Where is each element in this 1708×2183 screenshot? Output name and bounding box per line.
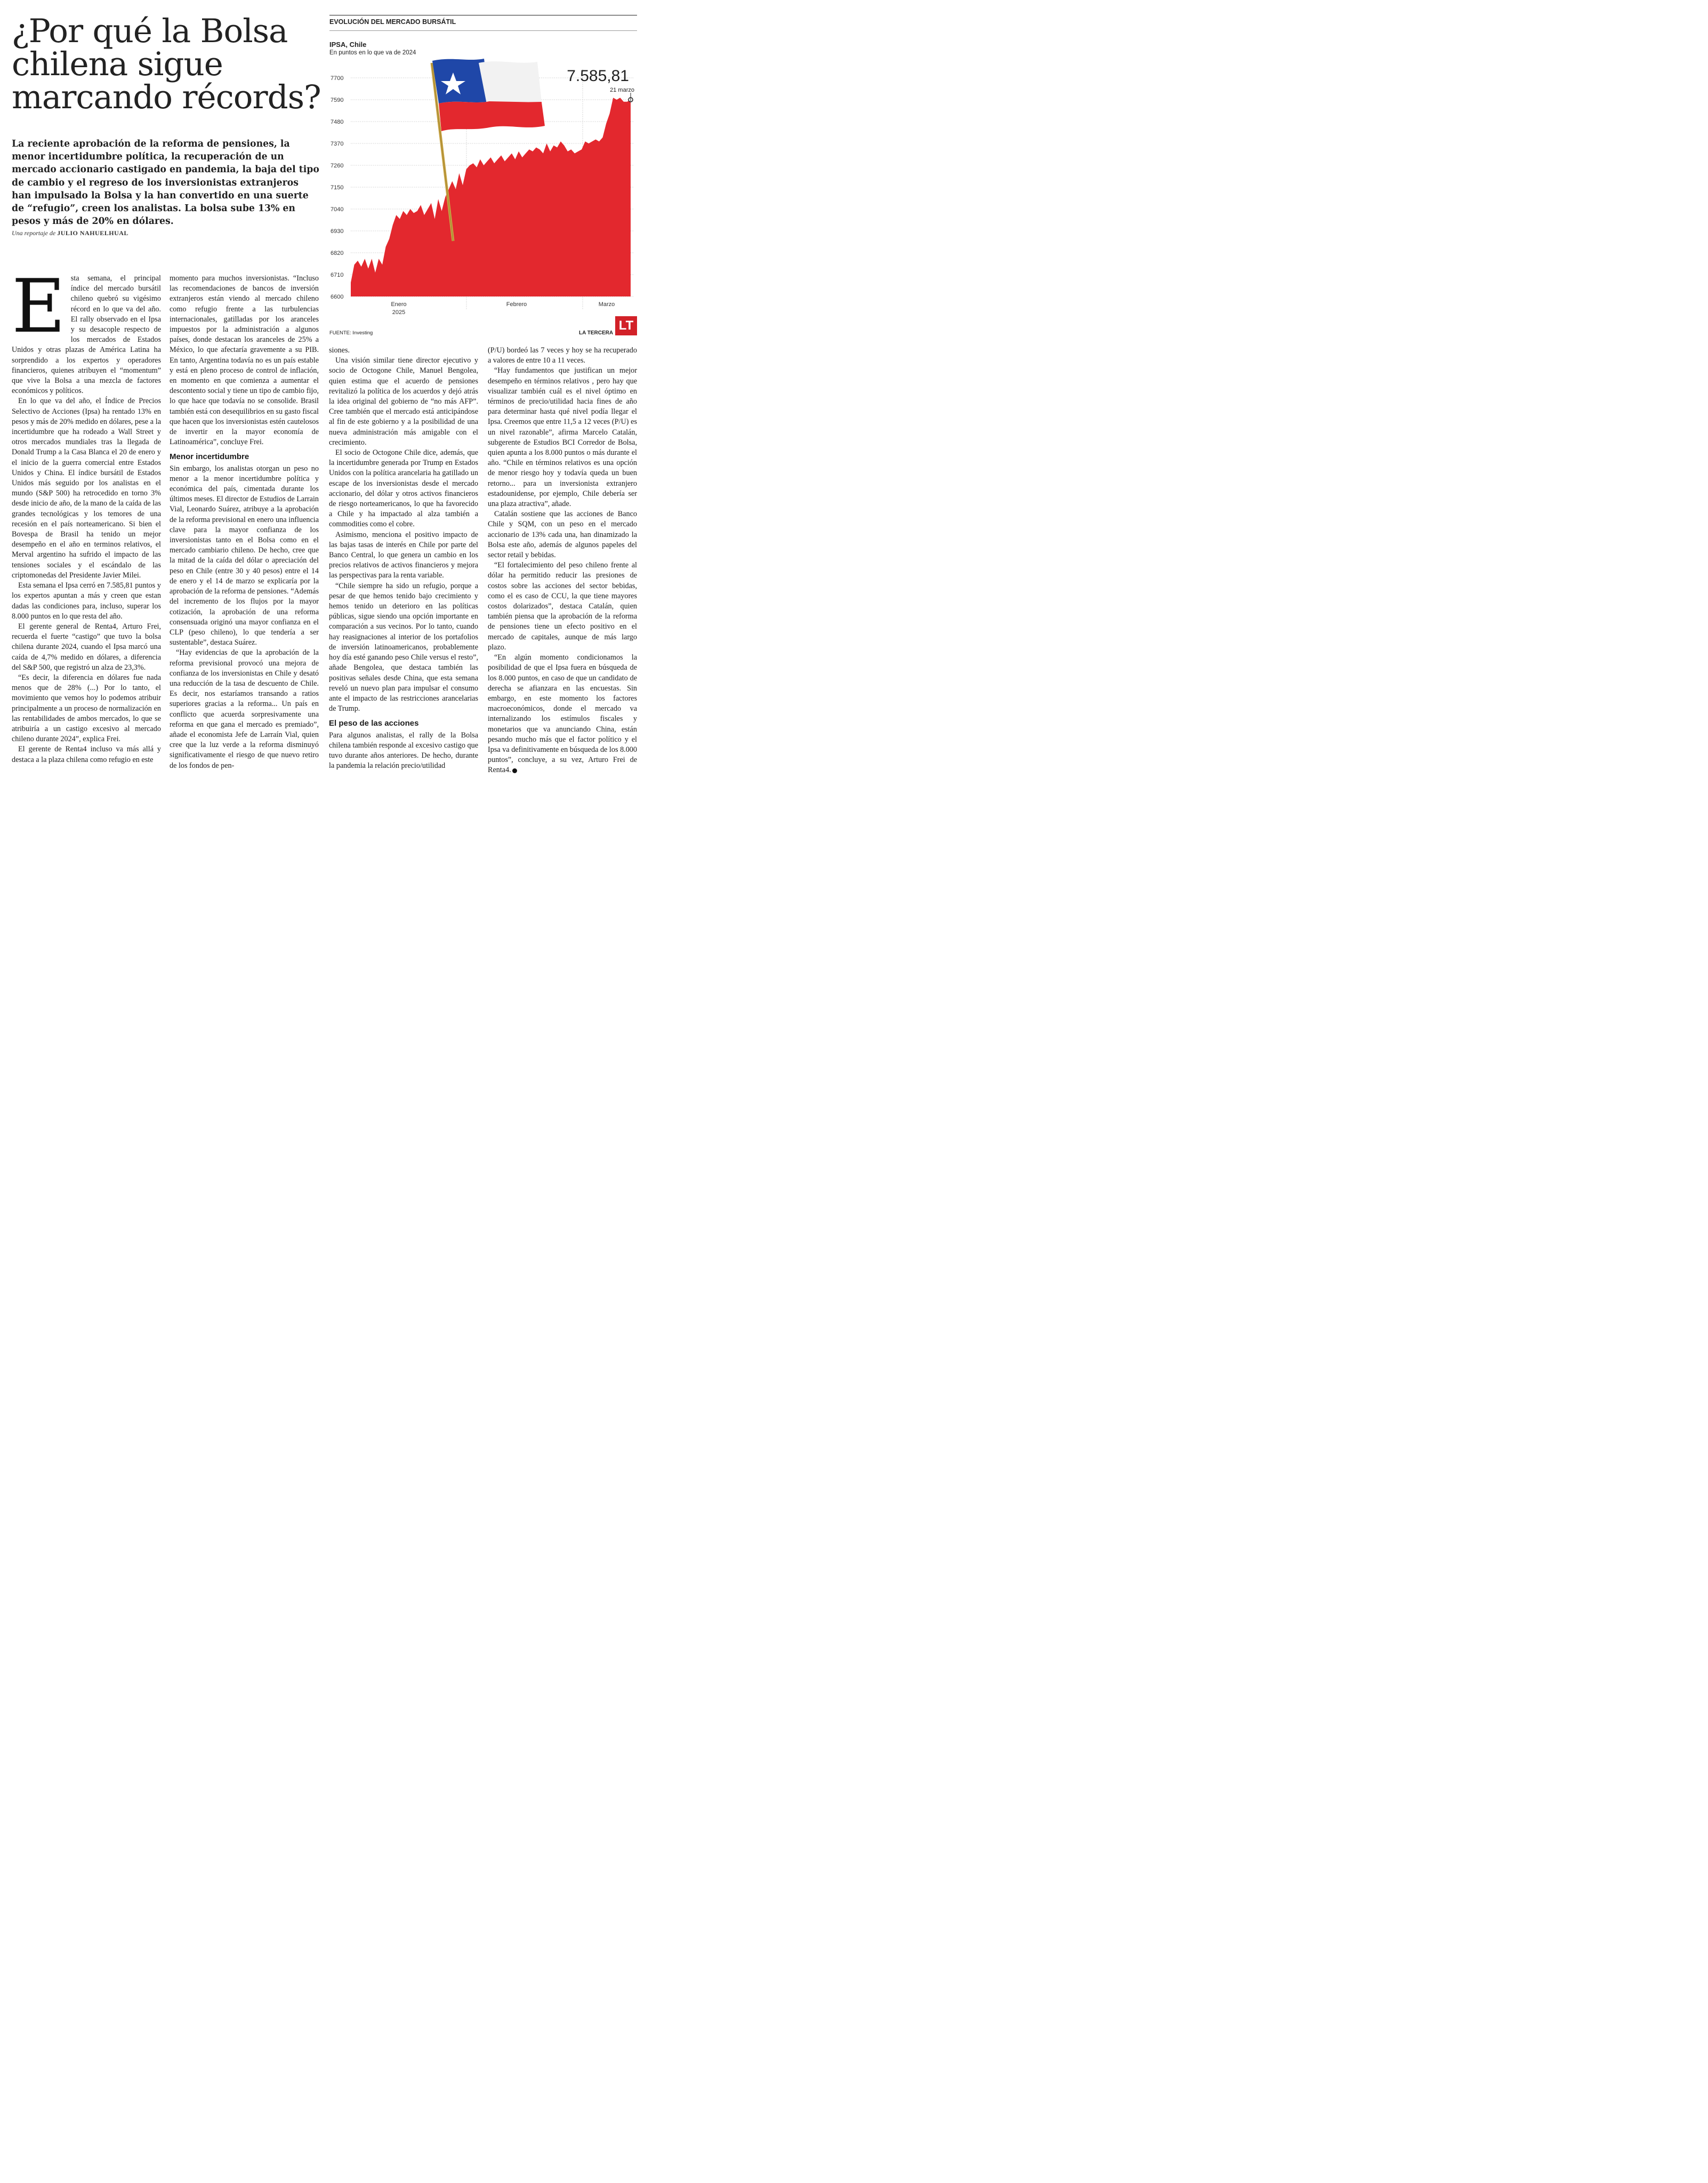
subheading: Menor incertidumbre [170, 452, 249, 462]
paragraph: En lo que va del año, el Índice de Precios Selectivo de Acciones (Ipsa) ha rentado 13% en pesos y más de 20% medido en dólares, pese a la incertidumbre que ha rodeado a Wall Street y otros mercados mundiales tras la llegada de Donald Trump a la Casa Blanca el 20 de enero y el inicio de la guerra comercial entre Estados Unidos y China. El índice bursátil de Estados Unidos más seguido por los analistas en el mundo (S&P 500) ha retrocedido en torno 3% desde inicio de año, de la mano de la caída de las grandes tecnológicas y los temores de una recesión en el país norteamericano. Si bien el Bovespa de Brasil ha tenido un mejor desempeño en el año en terminos relativos, el Merval argentino ha sufrido el impacto de las tensiones sociales y el escándalo de las criptomonedas del Presidente Javier Milei. [12, 397, 161, 580]
paragraph: “Es decir, la diferencia en dólares fue nada menos que de 28% (...) Por lo tanto, el movimiento que vemos hoy lo podemos atribuir principalmente a un proceso de normalización en las rentabilidades de ambos mercados, lo que se atribuiría a un castigo excesivo al mercado chileno durante 2024”, explica Frei. [12, 673, 161, 744]
paragraph: Catalán sostiene que las acciones de Banco Chile y SQM, con un peso en el mercado accionario de 13% cada una, han dinamizado la Bolsa este año, además de algunos papeles del sector retail y bebidas. [488, 510, 637, 560]
paragraph: “Hay evidencias de que la aprobación de la reforma previsional provocó una mejora de confianza de los inversionistas en Chile y desató una reducción de la tasa de descuento de Chile. Es decir, nos estaríamos transando a ratios superiores gracias a la reforma... Un país en conflicto que acuerda sorpresivamente una reforma en que gana el mercado es premiado”, añade el economista Jefe de Larraín Vial, quien cree que la luz verde a la reforma disminuyó significativamente el riesgo de que nuevo retiro de los fondos de pen- [170, 648, 319, 770]
article-column-1 [12, 263, 161, 765]
y-tick-label: 7590 [331, 97, 344, 103]
deck: La reciente aprobación de la reforma de pensiones, la menor incertidumbre política, la recuperación de un mercado accionario castigado en pandemia, la baja del tipo de cambio y el regreso de los inversionistas extranjeros han impulsado la Bolsa y la han convertido en una suerte de “refugio”, creen los analistas. La bolsa sube 13% en pesos y más de 20% en dólares. [12, 139, 319, 227]
paragraph: sta semana, el principal índice del mercado bursátil chileno quebró su vigésimo récord en lo que va del año. El rally observado en el Ipsa y su desacople respecto de los mercados de Estados Unidos y otras plazas de América Latina ha sorprendido a los expertos y operadores financieros, quienes atribuyen el “momentum” que vive la Bolsa a una mezcla de factores económicos y políticos. [12, 274, 161, 396]
paragraph: Asimismo, menciona el positivo impacto de las bajas tasas de interés en Chile por parte del Banco Central, lo que genera un cambio en los precios relativos de activos financieros y mejora las perspectivas para la renta variable. [329, 530, 478, 580]
x-tick-label: Febrero [506, 301, 527, 308]
article-column-3 [329, 346, 478, 771]
paragraph [488, 653, 637, 775]
ipsa-chart [329, 53, 637, 315]
chart-section-title: EVOLUCIÓN DEL MERCADO BURSÁTIL [329, 18, 456, 26]
y-tick-label: 7700 [331, 75, 344, 82]
drop-cap: E [12, 263, 66, 349]
la-tercera-logo: LT [615, 316, 637, 335]
y-tick-label: 6930 [331, 228, 344, 235]
chart-brand: LA TERCERA [579, 330, 614, 336]
y-tick-label: 6820 [331, 250, 344, 256]
byline-prefix: Una reportaje de [12, 229, 56, 237]
y-tick-label: 7260 [331, 163, 344, 169]
paragraph: “Hay fundamentos que justifican un mejor desempeño en términos relativos , pero hay que visualizar también cuál es el nivel óptimo en términos de precio/utilidad hacia fines de año para determinar hasta qué nivel podía llegar el Ipsa. Creemos que entre 11,5 a 12 veces (P/U) es un nivel razonable”, afirma Marcelo Catalán, subgerente de Estudios BCI Corredor de Bolsa, quien apunta a los 8.000 puntos o más durante el año. “Chile en términos relativos es una opción de menor riesgo hoy y todavía queda un buen retorno... para un inversionista extranjero estadounidense, por ejemplo, Chile debería ser una plaza atractiva”, añade. [488, 366, 637, 509]
chart-source: FUENTE: Investing [329, 330, 373, 336]
paragraph-text: “En algún momento condicionamos la posibilidad de que el Ipsa fuera en búsqueda de los 8.000 puntos, en caso de que un candidato de derecha se afianzara en las encuestas. Sin embargo, en este momento los factores macroeconómicos, donde el mercado va internalizando los estímulos fiscales y monetarios que va anunciando China, están pesando mucho más que el factor político y el Ipsa va definitivamente en búsqueda de los 8.000 puntos”, concluye, a su vez, Arturo Frei de Renta4. [488, 653, 637, 775]
article-column-4 [488, 346, 637, 776]
byline [12, 229, 128, 237]
y-tick-label: 6600 [331, 294, 344, 300]
y-tick-label: 7150 [331, 184, 344, 191]
article-column-2 [170, 274, 319, 771]
y-tick-label: 7370 [331, 141, 344, 147]
paragraph: “Chile siempre ha sido un refugio, porque a pesar de que hemos tenido bajo crecimiento y hemos tenido un deterioro en las políticas públicas, sigue siendo una opción importante en comparación a sus vecinos. Por lo tanto, cuando hay reasignaciones al interior de los portafolios de inversión latinoamericanos, probablemente hoy día esté ganando peso Chile versus el resto”, añade Bengolea, que destaca también las positivas señales desde China, que esta semana reveló un nuevo plan para impulsar el consumo ante el impacto de las restricciones arancelarias de Trump. [329, 581, 478, 713]
paragraph: Sin embargo, los analistas otorgan un peso no menor a la menor incertidumbre política y económica del país, cimentada durante los últimos meses. El director de Estudios de Larrain Vial, Leonardo Suárez, atribuye a la aprobación de la reforma previsional en enero una influencia clave para la mayor confianza de los inversionistas tanto en el Bolsa como en el mercado cambiario chileno. De hecho, cree que la mitad de la caída del dólar o apreciación del peso en Chile (entre 30 y 40 pesos) entre el 14 de enero y el 14 de marzo se explicaría por la aprobación de la reforma de pensiones. “Además del incremento de los flujos por la mayor cotización, la aprobación de una reforma consensuada originó una mayor confianza en el CLP (peso chileno), lo que tendería a ser sustentable”, destaca Suárez. [170, 464, 319, 647]
end-mark-icon [512, 768, 517, 773]
ipsa-area-series [351, 98, 631, 296]
y-tick-label: 7040 [331, 206, 344, 213]
chart-title: IPSA, Chile [329, 41, 367, 49]
paragraph: siones. [329, 346, 350, 355]
last-date-label: 21 marzo [610, 87, 634, 93]
x-tick-label: Marzo [598, 301, 615, 308]
paragraph: El gerente general de Renta4, Arturo Frei, recuerda el fuerte “castigo” que tuvo la bolsa chilena durante 2024, cuando el Ipsa marcó una caída de 4,7% medido en dólares, a diferencia del S&P 500, que registró un alza de 23,3%. [12, 622, 161, 672]
last-value-label: 7.585,81 [567, 67, 629, 85]
subheading: El peso de las acciones [329, 719, 419, 728]
paragraph: “El fortalecimiento del peso chileno frente al dólar ha permitido reducir las presiones de costos sobre las acciones del sector bebidas, como el es caso de CCU, la que tiene mayores costos dolarizados”, destaca Catalán, quien también piensa que la aprobación de la reforma de pensiones tiene un efecto positivo en el mercado de capitales, aunque de más largo plazo. [488, 561, 637, 652]
paragraph: Una visión similar tiene director ejecutivo y socio de Octogone Chile, Manuel Bengolea, quien estima que el acuerdo de pensiones revitalizó la política de los acuerdos y dejó atrás la idea original del gobierno de “no más AFP”. Cree también que el mercado está anticipándose al fin de este gobierno y a la posibilidad de una nueva administración más amigable con el crecimiento. [329, 356, 478, 447]
paragraph: El socio de Octogone Chile dice, además, que la incertidumbre generada por Trump en Estados Unidos con la política arancelaria ha gatillado un escape de los inversionistas desde el mercado accionario, del dólar y otros activos financieros de riesgo norteamericanos, lo que ha favorecido a Chile y ha impactado al alza también a commodities como el cobre. [329, 448, 478, 529]
chart-title-rule [329, 30, 637, 31]
y-tick-label: 6710 [331, 272, 344, 278]
paragraph: Para algunos analistas, el rally de la Bolsa chilena también responde al excesivo castigo que tuvo durante años anteriores. De hecho, durante la pandemia la relación precio/utilidad [329, 731, 478, 771]
x-tick-label: Enero 2025 [391, 301, 407, 315]
paragraph: El gerente de Renta4 incluso va más allá y destaca a la plaza chilena como refugio en este [12, 745, 161, 764]
paragraph: momento para muchos inversionistas. “Incluso las recomendaciones de bancos de inversión extranjeros están viendo al mercado chileno como refugio frente a las turbulencias internacionales, gatilladas por los aranceles impuestos por la administración a algunos países, donde destacan los aranceles de 25% a México, lo que afectaría gravemente a su PIB. En tanto, Argentina todavía no es un país estable y está en pleno proceso de control de inflación, en momento en que comienza a aumentar el descontento social y tiene un tipo de cambio fijo, lo que hace que todavía no se consolide. Brasil también está con desequilibrios en su gasto fiscal que hacen que los inversionistas estén cautelosos de invertir en la mayor economía de Latinoamérica”, concluye Frei. [170, 274, 319, 447]
byline-author: JULIO NAHUELHUAL [57, 229, 128, 237]
paragraph: (P/U) bordeó las 7 veces y hoy se ha recuperado a valores de entre 10 a 11 veces. [488, 346, 637, 365]
chart-subtitle: En puntos en lo que va de 2024 [329, 50, 416, 56]
headline: ¿Por qué la Bolsa chilena sigue marcando récords? [12, 12, 321, 116]
y-tick-label: 7480 [331, 119, 344, 125]
paragraph: Esta semana el Ipsa cerró en 7.585,81 puntos y los expertos apuntan a más y creen que estan dadas las condiciones para, incluso, superar los 8.000 puntos en lo que resta del año. [12, 581, 161, 621]
